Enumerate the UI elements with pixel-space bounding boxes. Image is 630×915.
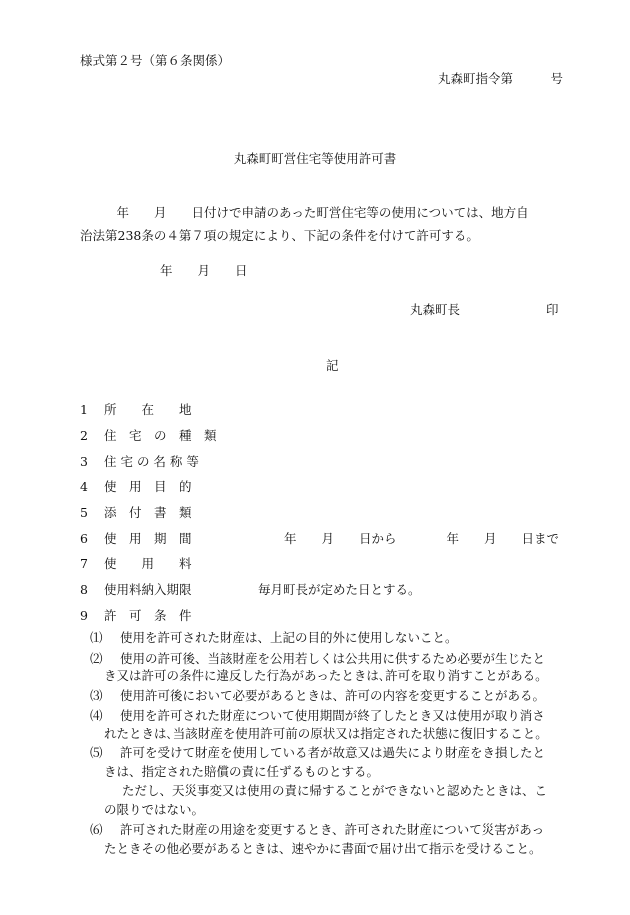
issue-date: 年 月 日 xyxy=(160,263,248,278)
item-label: 所 在 地 xyxy=(104,402,192,417)
item-number: 5 xyxy=(80,505,88,520)
condition-text: 許可を受けて財産を使用している者が故意又は過失により財産をき損したと xyxy=(120,745,546,760)
item-value: 年 月 日から 年 月 日まで xyxy=(284,531,560,546)
condition-text-continued: きは、指定された賠償の責に任ずるものとする。 xyxy=(104,764,380,779)
condition-1 xyxy=(90,630,590,646)
document-number: 丸森町指令第 号 xyxy=(438,71,564,86)
condition-number: ⑵ xyxy=(90,651,103,666)
condition-text: 使用を許可された財産について使用期間が終了したとき又は使用が取り消さ xyxy=(120,708,545,723)
item-row xyxy=(0,531,630,549)
item-label: 使用料納入期限 xyxy=(104,582,192,597)
condition-6 xyxy=(90,822,590,838)
condition-text: 使用許可後において必要があるときは、許可の内容を変更することがある。 xyxy=(120,688,546,703)
condition-proviso-continued: の限りではない。 xyxy=(104,802,205,817)
condition-2 xyxy=(90,651,590,667)
item-row xyxy=(0,428,630,446)
condition-text: 使用の許可後、当該財産を公用若しくは公共用に供するため必要が生じたと xyxy=(120,651,546,666)
item-number: 4 xyxy=(80,479,88,494)
condition-4 xyxy=(90,708,590,724)
item-row xyxy=(0,608,630,626)
condition-text-continued: れたときは､当該財産を使用許可前の原状又は指定された状態に復旧すること。 xyxy=(104,726,548,741)
item-row xyxy=(0,582,630,600)
condition-number: ⑹ xyxy=(90,822,103,837)
condition-text-continued: たときその他必要があるときは、速やかに書面で届け出て指示を受けること。 xyxy=(104,841,542,856)
item-label: 添 付 書 類 xyxy=(104,505,192,520)
issuer-name: 丸森町長 xyxy=(410,302,461,317)
condition-number: ⑸ xyxy=(90,745,103,760)
item-number: 3 xyxy=(80,454,88,469)
ki-heading: 記 xyxy=(326,358,339,373)
item-row xyxy=(0,454,630,472)
form-label: 様式第２号（第６条関係） xyxy=(80,53,231,68)
item-label: 住 宅 の 種 類 xyxy=(104,428,217,443)
item-number: 1 xyxy=(80,402,88,417)
item-row xyxy=(0,556,630,574)
item-value: 毎月町長が定めた日とする。 xyxy=(258,582,421,597)
item-number: 6 xyxy=(80,531,88,546)
intro-text-line-2: 治法第238条の４第７項の規定により、下記の条件を付けて許可する。 xyxy=(80,228,479,243)
condition-number: ⑴ xyxy=(90,630,103,645)
item-number: 2 xyxy=(80,428,88,443)
item-number: 8 xyxy=(80,582,88,597)
item-label: 許 可 条 件 xyxy=(104,608,192,623)
condition-text: 許可された財産の用途を変更するとき、許可された財産について災害があっ xyxy=(120,822,545,837)
condition-proviso: ただし、天災事変又は使用の責に帰することができないと認めたときは、こ xyxy=(122,783,548,798)
condition-text-continued: き又は許可の条件に違反した行為があったときは､許可を取り消すことがある。 xyxy=(104,668,548,683)
item-label: 使 用 目 的 xyxy=(104,479,192,494)
item-row xyxy=(0,505,630,523)
condition-text: 使用を許可された財産は、上記の目的外に使用しないこと。 xyxy=(120,630,458,645)
item-label: 住 宅 の 名 称 等 xyxy=(104,454,199,469)
seal-mark: 印 xyxy=(546,302,559,317)
document-title: 丸森町町営住宅等使用許可書 xyxy=(233,151,397,166)
item-number: 9 xyxy=(80,608,88,623)
condition-5 xyxy=(90,745,590,761)
item-row xyxy=(0,479,630,497)
item-number: 7 xyxy=(80,556,88,571)
condition-3 xyxy=(90,688,590,704)
item-label: 使 用 期 間 xyxy=(104,531,192,546)
condition-number: ⑷ xyxy=(90,708,103,723)
item-row xyxy=(0,402,630,420)
item-label: 使 用 料 xyxy=(104,556,192,571)
condition-number: ⑶ xyxy=(90,688,103,703)
intro-text-line-1: 年 月 日付けで申請のあった町営住宅等の使用については、地方自 xyxy=(104,205,529,220)
